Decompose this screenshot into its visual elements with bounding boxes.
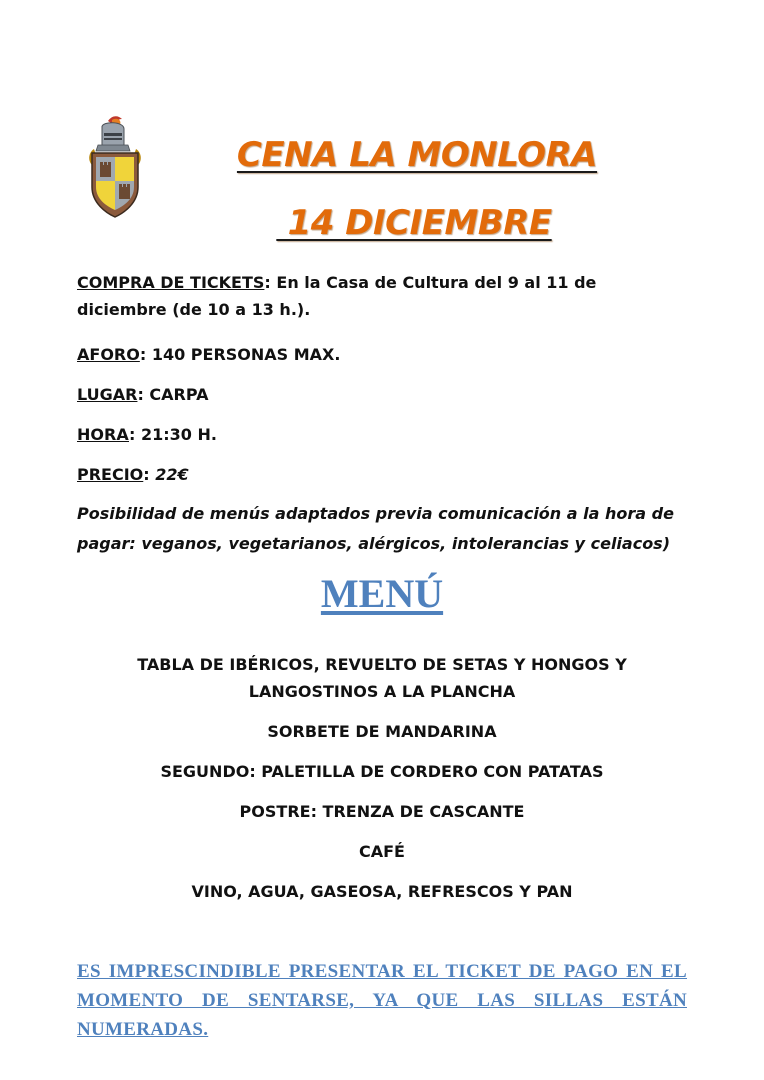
event-title: CENA LA MONLORA [236,135,598,175]
lugar-text: : CARPA [137,385,209,404]
menu-item-main: SEGUNDO: PALETILLA DE CORDERO CON PATATAS [160,762,604,781]
ticket-warning: ES IMPRESCINDIBLE PRESENTAR EL TICKET DE PAGO EN EL MOMENTO DE SENTARSE, YA QUE LAS SILLAS ESTÁN NUMERADAS. [77,961,687,1040]
menu-item-starters-2: LANGOSTINOS A LA PLANCHA [248,682,516,701]
hora-label: HORA [77,425,129,444]
aforo-text: : 140 PERSONAS MAX. [139,345,341,364]
precio-sep: : [143,465,156,484]
aforo-label: AFORO [77,345,140,364]
aforo-info [77,341,689,368]
menu-item-drinks: VINO, AGUA, GASEOSA, REFRESCOS Y PAN [191,882,573,901]
tickets-info [77,269,689,323]
adapted-menus-note: Posibilidad de menús adaptados previa comunicación a la hora de pagar: veganos, vegetarianos, alérgicos, intolerancias y celiacos) [77,504,674,553]
menu-title: MENÚ [320,571,444,616]
lugar-info [77,381,689,408]
tickets-text: : En la Casa de Cultura del 9 al 11 de diciembre (de 10 a 13 h.). [77,273,597,319]
event-date: 14 DICIEMBRE [276,203,552,243]
menu-list [0,651,764,905]
precio-value: 22€ [155,465,189,484]
menu-item-starters-1: TABLA DE IBÉRICOS, REVUELTO DE SETAS Y HONGOS Y [137,655,627,674]
menu-item-dessert: POSTRE: TRENZA DE CASCANTE [239,802,525,821]
menu-item-coffee: CAFÉ [359,842,405,861]
hora-text: : 21:30 H. [129,425,217,444]
hora-info [77,421,689,448]
menu-item-sorbet: SORBETE DE MANDARINA [267,722,497,741]
tickets-label: COMPRA DE TICKETS [77,273,265,292]
precio-info [77,461,689,488]
lugar-label: LUGAR [77,385,138,404]
precio-label: PRECIO [77,465,144,484]
